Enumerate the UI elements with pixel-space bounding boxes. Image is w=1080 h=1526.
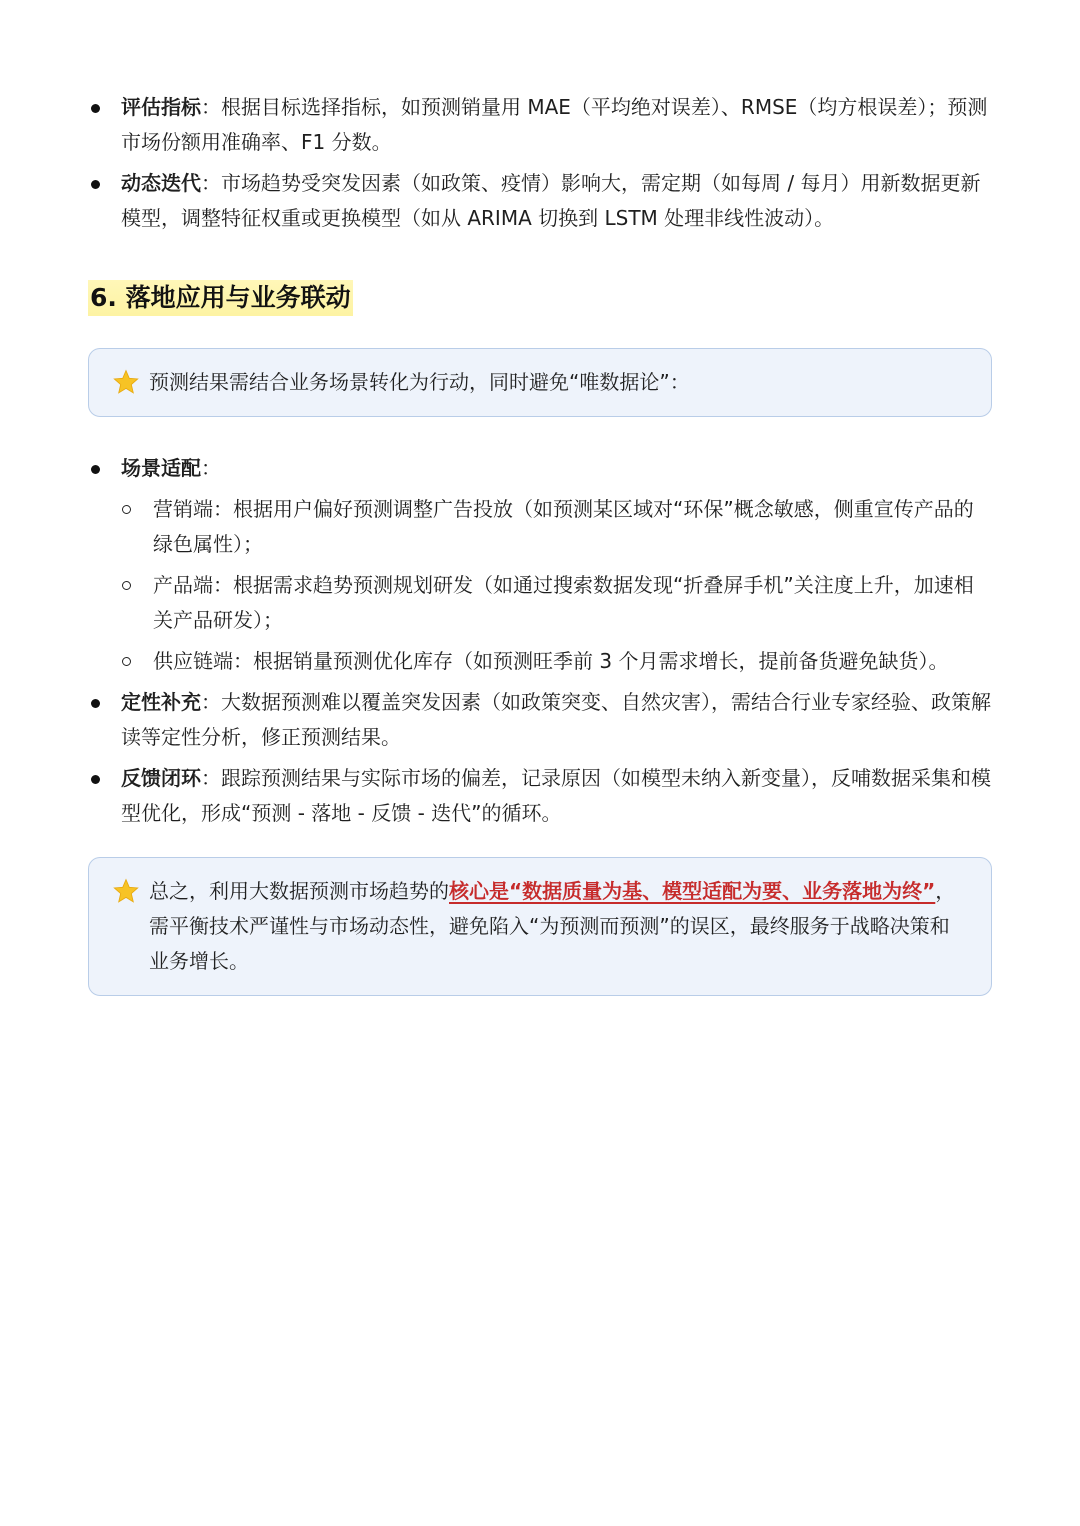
summary-highlight: 核心是“数据质量为基、模型适配为要、业务落地为终” <box>449 879 936 903</box>
section-title: 6. 落地应用与业务联动 <box>88 280 353 316</box>
bullet-text: ：根据目标选择指标，如预测销量用 MAE（平均绝对误差）、RMSE（均方根误差）；预测市场份额用准确率、F1 分数。 <box>121 95 988 154</box>
list-item <box>88 761 992 831</box>
summary-prefix: 总之，利用大数据预测市场趋势的 <box>149 879 449 903</box>
bullet-term: 场景适配 <box>121 456 201 480</box>
bullet-text: ：大数据预测难以覆盖突发因素（如政策突变、自然灾害），需结合行业专家经验、政策解读等定性分析，修正预测结果。 <box>121 690 991 749</box>
bullet-term: 动态迭代 <box>121 171 201 195</box>
summary-callout <box>88 857 992 996</box>
bullet-text: ：市场趋势受突发因素（如政策、疫情）影响大，需定期（如每周 / 每月）用新数据更新模型，调整特征权重或更换模型（如从 ARIMA 切换到 LSTM 处理非线性波动）。 <box>121 171 981 230</box>
star-icon <box>113 878 139 904</box>
top-bullet-list <box>88 90 992 236</box>
bullet-text: ：跟踪预测结果与实际市场的偏差，记录原因（如模型未纳入新变量），反哺数据采集和模型优化，形成“预测 - 落地 - 反馈 - 迭代”的循环。 <box>121 766 991 825</box>
sub-bullet-list <box>121 492 992 679</box>
list-item <box>88 166 992 236</box>
callout-text: 预测结果需结合业务场景转化为行动，同时避免“唯数据论”： <box>149 370 690 394</box>
sub-list-item: 营销端：根据用户偏好预测调整广告投放（如预测某区域对“环保”概念敏感，侧重宣传产品的绿色属性）； <box>121 492 992 562</box>
sub-list-item: 供应链端：根据销量预测优化库存（如预测旺季前 3 个月需求增长，提前备货避免缺货）。 <box>121 644 992 679</box>
main-bullet-list <box>88 451 992 831</box>
list-item <box>88 685 992 755</box>
document-content <box>88 90 992 996</box>
bullet-text: ： <box>201 456 221 480</box>
bullet-term: 反馈闭环 <box>121 766 201 790</box>
intro-callout <box>88 348 992 417</box>
list-item <box>88 451 992 679</box>
sub-list-item: 产品端：根据需求趋势预测规划研发（如通过搜索数据发现“折叠屏手机”关注度上升，加速相关产品研发）； <box>121 568 992 638</box>
bullet-term: 定性补充 <box>121 690 201 714</box>
list-item <box>88 90 992 160</box>
summary-suffix: ，需平衡技术严谨性与市场动态性，避免陷入“为预测而预测”的误区，最终服务于战略决策和业务增长。 <box>149 879 956 973</box>
star-icon <box>113 369 139 395</box>
bullet-term: 评估指标 <box>121 95 201 119</box>
